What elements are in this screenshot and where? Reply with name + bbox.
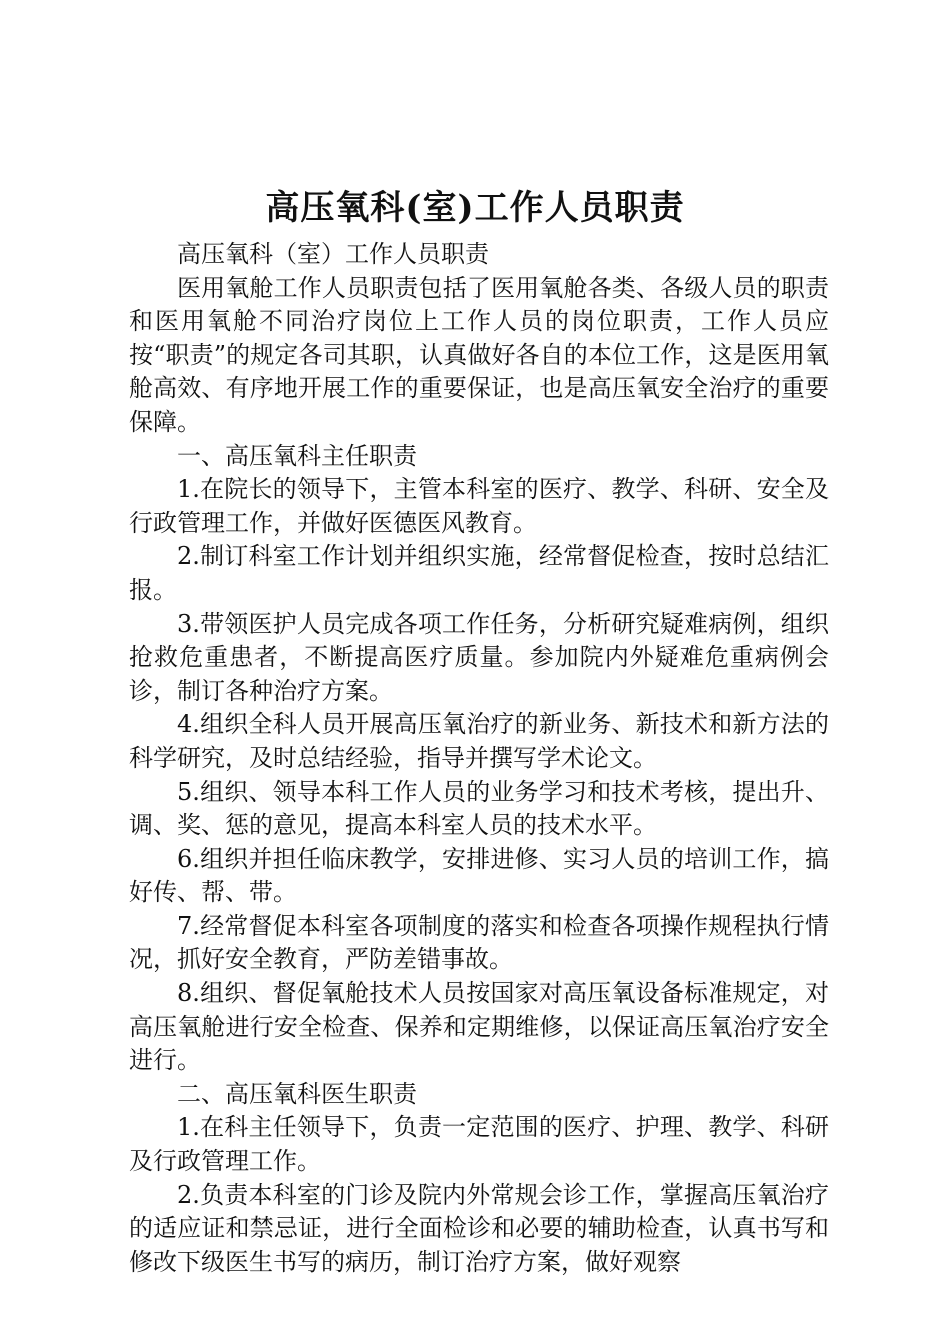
paragraph: 医用氧舱工作人员职责包括了医用氧舱各类、各级人员的职责和医用氧舱不同治疗岗位上工作人员的岗位职责，工作人员应按“职责”的规定各司其职，认真做好各自的本位工作，这是医用氧舱高效、有序地开展工作的重要保证，也是高压氧安全治疗的重要保障。 <box>129 273 829 436</box>
section-heading: 一、高压氧科主任职责 <box>177 441 417 470</box>
list-item: 2.制订科室工作计划并组织实施，经常督促检查，按时总结汇报。 <box>129 542 829 604</box>
document-body <box>129 238 829 1279</box>
list-item: 1.在科主任领导下，负责一定范围的医疗、护理、教学、科研及行政管理工作。 <box>129 1113 829 1176</box>
document-title: 高压氧科(室)工作人员职责 <box>265 188 685 228</box>
section-heading: 二、高压氧科医生职责 <box>177 1079 417 1108</box>
list-item: 4.组织全科人员开展高压氧治疗的新业务、新技术和新方法的科学研究，及时总结经验，指导并撰写学术论文。 <box>129 710 829 772</box>
list-item: 6.组织并担任临床教学，安排进修、实习人员的培训工作，搞好传、帮、带。 <box>129 844 829 907</box>
list-item: 8.组织、督促氧舱技术人员按国家对高压氧设备标准规定，对高压氧舱进行安全检查、保养和定期维修，以保证高压氧治疗安全进行。 <box>129 979 829 1075</box>
paragraph: 高压氧科（室）工作人员职责 <box>177 240 489 268</box>
list-item: 7.经常督促本科室各项制度的落实和检查各项操作规程执行情况，抓好安全教育，严防差错事故。 <box>129 911 829 974</box>
list-item: 3.带领医护人员完成各项工作任务，分析研究疑难病例，组织抢救危重患者，不断提高医疗质量。参加院内外疑难危重病例会诊，制订各种治疗方案。 <box>129 609 829 705</box>
list-item: 2.负责本科室的门诊及院内外常规会诊工作，掌握高压氧治疗的适应证和禁忌证，进行全面检诊和必要的辅助检查，认真书写和修改下级医生书写的病历，制订治疗方案，做好观察 <box>129 1180 829 1276</box>
list-item: 1.在院长的领导下，主管本科室的医疗、教学、科研、安全及行政管理工作，并做好医德医风教育。 <box>129 475 829 537</box>
list-item: 5.组织、领导本科工作人员的业务学习和技术考核，提出升、调、奖、惩的意见，提高本科室人员的技术水平。 <box>129 777 829 840</box>
